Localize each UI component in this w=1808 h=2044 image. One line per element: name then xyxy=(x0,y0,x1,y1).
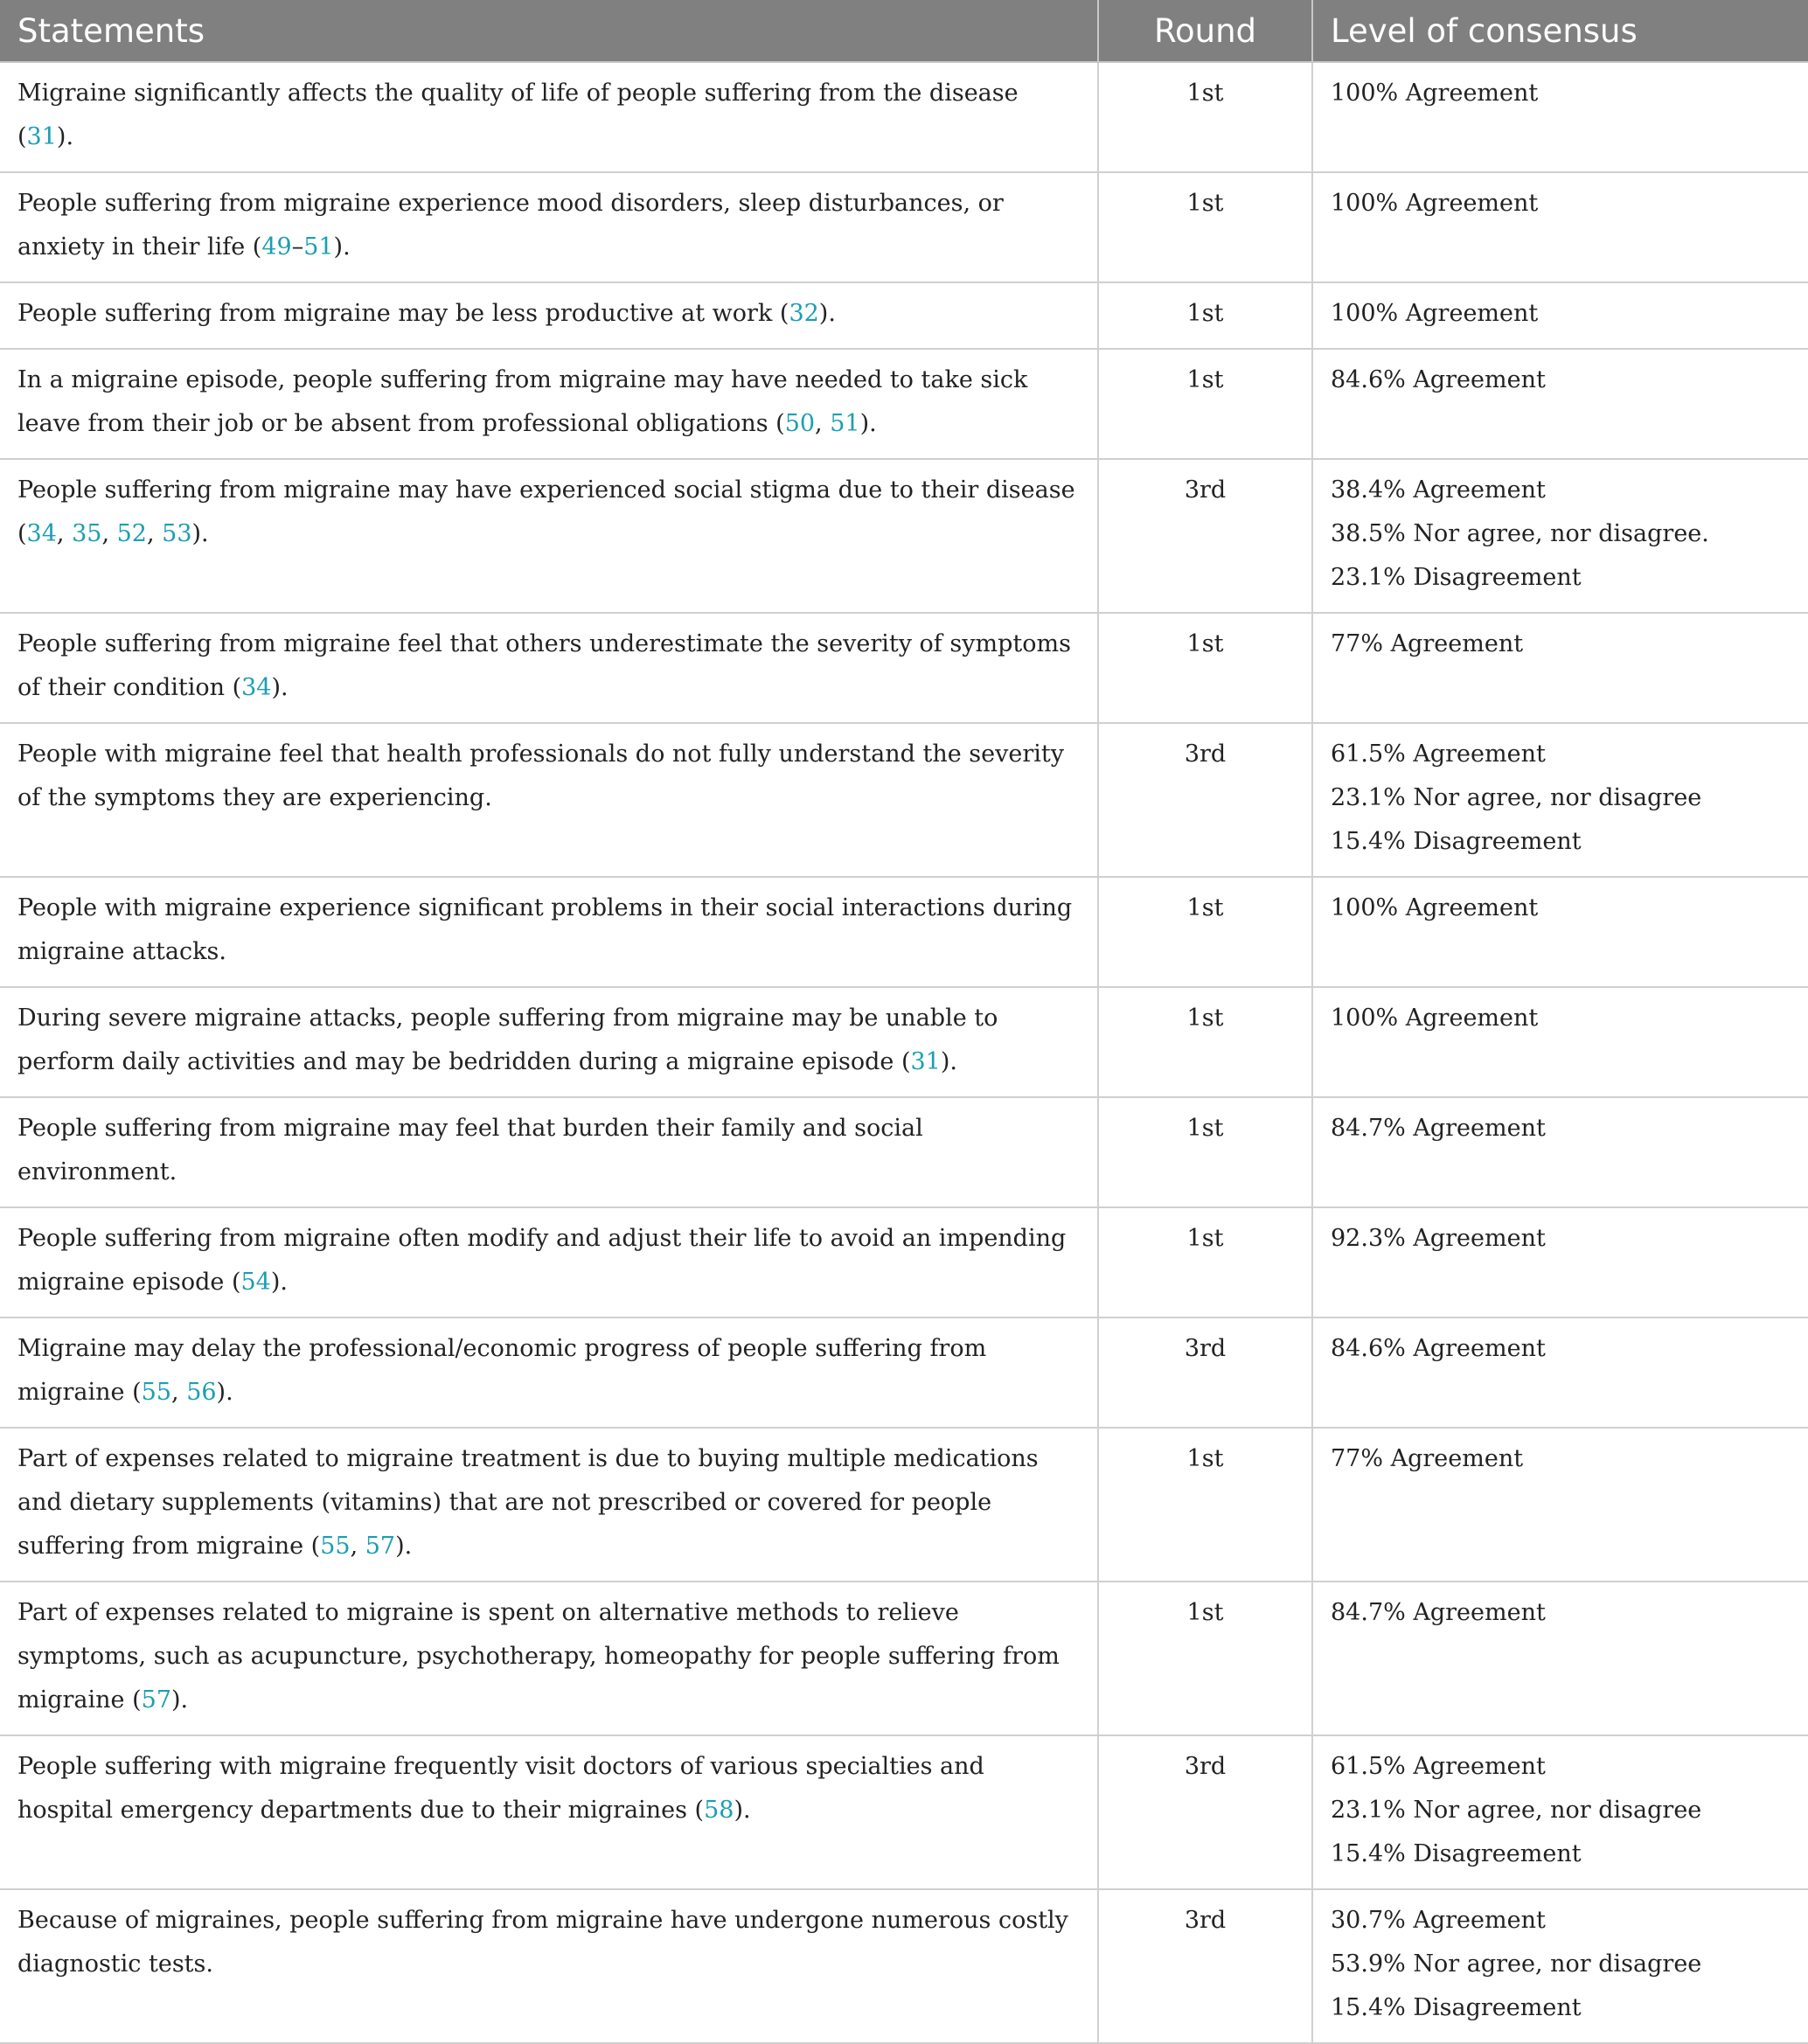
reference-link[interactable]: 31 xyxy=(910,1048,941,1075)
statement-text: , xyxy=(56,520,73,547)
reference-link[interactable]: 50 xyxy=(784,410,816,437)
table-row xyxy=(0,62,1808,172)
consensus-level: 38.4% Agreement xyxy=(1331,476,1546,504)
consensus-level: 61.5% Agreement xyxy=(1331,1753,1546,1780)
statement-text: ). xyxy=(859,410,877,437)
header-round: Round xyxy=(1098,0,1312,62)
table-row xyxy=(0,282,1808,349)
reference-link[interactable]: 53 xyxy=(162,520,192,547)
consensus-level: 100% Agreement xyxy=(1331,1005,1539,1032)
statement-text: ). xyxy=(56,123,74,150)
level-cell xyxy=(1312,1097,1808,1207)
reference-link[interactable]: 32 xyxy=(789,300,819,327)
table-row xyxy=(0,613,1808,723)
statement-cell xyxy=(0,349,1098,459)
table-row xyxy=(0,1735,1808,1889)
reference-link[interactable]: 58 xyxy=(704,1797,734,1824)
consensus-level: 38.5% Nor agree, nor disagree. xyxy=(1331,520,1709,547)
statement-cell xyxy=(0,987,1098,1097)
statement-cell xyxy=(0,1317,1098,1428)
reference-link[interactable]: 52 xyxy=(116,520,147,547)
table-row xyxy=(0,1428,1808,1582)
consensus-level: 61.5% Agreement xyxy=(1331,740,1546,768)
statement-cell xyxy=(0,1582,1098,1735)
statement-text: – xyxy=(291,233,304,261)
consensus-level: 84.7% Agreement xyxy=(1331,1115,1546,1142)
consensus-level: 84.6% Agreement xyxy=(1331,1335,1546,1362)
header-level-of-consensus: Level of consensus xyxy=(1312,0,1808,62)
consensus-level: 23.1% Disagreement xyxy=(1331,564,1582,591)
statement-text: ). xyxy=(940,1048,957,1075)
round-cell: 3rd xyxy=(1098,1735,1312,1889)
round-cell: 1st xyxy=(1098,1097,1312,1207)
reference-link[interactable]: 54 xyxy=(240,1269,271,1296)
statement-cell xyxy=(0,877,1098,987)
statement-text: During severe migraine attacks, people suffering from migraine may be unable to perform daily activities and may be bedridden during a migraine episode ( xyxy=(17,1005,998,1075)
round-cell: 3rd xyxy=(1098,723,1312,877)
level-cell xyxy=(1312,877,1808,987)
table-row xyxy=(0,1097,1808,1207)
statement-text: People suffering from migraine feel that others underestimate the severity of symptoms of their condition ( xyxy=(17,630,1071,701)
round-cell: 1st xyxy=(1098,172,1312,282)
level-cell xyxy=(1312,349,1808,459)
statement-text: People with migraine feel that health professionals do not fully understand the severity of the symptoms they are experiencing. xyxy=(17,740,1064,811)
consensus-level: 100% Agreement xyxy=(1331,80,1539,107)
consensus-level: 15.4% Disagreement xyxy=(1331,1994,1582,2021)
level-cell xyxy=(1312,1735,1808,1889)
statement-cell xyxy=(0,1889,1098,2043)
table-row xyxy=(0,1582,1808,1735)
statement-text: In a migraine episode, people suffering from migraine may have needed to take sick leave from their job or be absent from professional obligations ( xyxy=(17,366,1028,437)
consensus-level: 100% Agreement xyxy=(1331,894,1539,921)
statement-text: People suffering with migraine frequently visit doctors of various specialties and hospital emergency departments due to their migraines ( xyxy=(17,1753,984,1824)
statement-cell xyxy=(0,1207,1098,1317)
level-cell xyxy=(1312,1317,1808,1428)
statement-text: Migraine significantly affects the quality of life of people suffering from the disease ( xyxy=(17,80,1019,150)
level-cell xyxy=(1312,172,1808,282)
reference-link[interactable]: 57 xyxy=(365,1533,396,1560)
consensus-level: 77% Agreement xyxy=(1331,1445,1524,1472)
consensus-level: 100% Agreement xyxy=(1331,190,1539,217)
table-row xyxy=(0,987,1808,1097)
reference-link[interactable]: 34 xyxy=(241,674,272,701)
statement-text: People suffering from migraine may feel that burden their family and social environment. xyxy=(17,1115,923,1185)
statement-text: ). xyxy=(270,1269,288,1296)
header-statements: Statements xyxy=(0,0,1098,62)
statement-text: ). xyxy=(333,233,351,261)
statement-text: People suffering from migraine may be less productive at work ( xyxy=(17,300,789,327)
statement-text: , xyxy=(146,520,163,547)
statement-text: , xyxy=(815,410,831,437)
table-row xyxy=(0,459,1808,613)
statement-text: , xyxy=(101,520,117,547)
statement-text: People suffering from migraine experience mood disorders, sleep disturbances, or anxiety in their life ( xyxy=(17,190,1004,261)
level-cell xyxy=(1312,459,1808,613)
statement-cell xyxy=(0,172,1098,282)
consensus-level: 53.9% Nor agree, nor disagree xyxy=(1331,1950,1702,1978)
statement-cell xyxy=(0,1428,1098,1582)
reference-link[interactable]: 55 xyxy=(141,1379,172,1406)
table-row xyxy=(0,1889,1808,2043)
consensus-level: 23.1% Nor agree, nor disagree xyxy=(1331,1797,1702,1824)
table-body xyxy=(0,62,1808,2043)
statement-cell xyxy=(0,459,1098,613)
reference-link[interactable]: 35 xyxy=(72,520,102,547)
statement-text: ). xyxy=(395,1533,413,1560)
statement-text: ). xyxy=(734,1797,751,1824)
statement-cell xyxy=(0,62,1098,172)
statement-text: Because of migraines, people suffering from migraine have undergone numerous costly diagnostic tests. xyxy=(17,1907,1068,1978)
level-cell xyxy=(1312,723,1808,877)
table-row xyxy=(0,723,1808,877)
consensus-level: 15.4% Disagreement xyxy=(1331,1840,1582,1867)
statement-text: People suffering from migraine may have experienced social stigma due to their disease ( xyxy=(17,476,1075,547)
table-row xyxy=(0,1317,1808,1428)
consensus-level: 100% Agreement xyxy=(1331,300,1539,327)
table-row xyxy=(0,349,1808,459)
reference-link[interactable]: 34 xyxy=(26,520,57,547)
round-cell: 3rd xyxy=(1098,1889,1312,2043)
statement-text: People suffering from migraine often modify and adjust their life to avoid an impending migraine episode ( xyxy=(17,1225,1067,1296)
reference-link[interactable]: 57 xyxy=(141,1686,172,1714)
round-cell: 1st xyxy=(1098,613,1312,723)
reference-link[interactable]: 56 xyxy=(186,1379,217,1406)
level-cell xyxy=(1312,1582,1808,1735)
round-cell: 1st xyxy=(1098,1207,1312,1317)
consensus-level: 30.7% Agreement xyxy=(1331,1907,1546,1934)
round-cell: 1st xyxy=(1098,987,1312,1097)
statement-text: Part of expenses related to migraine is spent on alternative methods to relieve symptoms, such as acupuncture, psychotherapy, homeopathy for people suffering from migraine ( xyxy=(17,1599,1060,1714)
round-cell: 1st xyxy=(1098,62,1312,172)
level-cell xyxy=(1312,1889,1808,2043)
reference-link[interactable]: 51 xyxy=(830,410,860,437)
statement-cell xyxy=(0,1735,1098,1889)
level-cell xyxy=(1312,1207,1808,1317)
consensus-level: 84.6% Agreement xyxy=(1331,366,1546,393)
consensus-level: 84.7% Agreement xyxy=(1331,1599,1546,1626)
round-cell: 3rd xyxy=(1098,1317,1312,1428)
statement-text: ). xyxy=(271,674,289,701)
table-row xyxy=(0,877,1808,987)
statement-cell xyxy=(0,613,1098,723)
reference-link[interactable]: 51 xyxy=(303,233,334,261)
round-cell: 1st xyxy=(1098,1428,1312,1582)
statement-text: People with migraine experience significant problems in their social interactions during migraine attacks. xyxy=(17,894,1073,965)
level-cell xyxy=(1312,62,1808,172)
round-cell: 1st xyxy=(1098,349,1312,459)
statement-cell xyxy=(0,723,1098,877)
round-cell: 1st xyxy=(1098,1582,1312,1735)
consensus-level: 77% Agreement xyxy=(1331,630,1524,657)
statement-cell xyxy=(0,1097,1098,1207)
statement-text: ). xyxy=(216,1379,233,1406)
reference-link[interactable]: 31 xyxy=(26,123,57,150)
table-row xyxy=(0,1207,1808,1317)
reference-link[interactable]: 55 xyxy=(320,1533,351,1560)
round-cell: 1st xyxy=(1098,282,1312,349)
statement-text: , xyxy=(171,1379,187,1406)
reference-link[interactable]: 49 xyxy=(261,233,292,261)
statement-text: ). xyxy=(191,520,209,547)
level-cell xyxy=(1312,282,1808,349)
consensus-level: 23.1% Nor agree, nor disagree xyxy=(1331,784,1702,811)
level-cell xyxy=(1312,1428,1808,1582)
consensus-level: 92.3% Agreement xyxy=(1331,1225,1546,1252)
round-cell: 3rd xyxy=(1098,459,1312,613)
statement-text: ). xyxy=(818,300,836,327)
statement-cell xyxy=(0,282,1098,349)
round-cell: 1st xyxy=(1098,877,1312,987)
level-cell xyxy=(1312,613,1808,723)
table-row xyxy=(0,172,1808,282)
header-row xyxy=(0,0,1808,62)
level-cell xyxy=(1312,987,1808,1097)
statement-text: Migraine may delay the professional/economic progress of people suffering from migraine ( xyxy=(17,1335,987,1406)
statement-text: Part of expenses related to migraine treatment is due to buying multiple medications and dietary supplements (vitamins) that are not prescribed or covered for people suffering from migraine ( xyxy=(17,1445,1039,1560)
consensus-level: 15.4% Disagreement xyxy=(1331,828,1582,855)
table-header xyxy=(0,0,1808,62)
statement-text: ). xyxy=(171,1686,189,1714)
statement-text: , xyxy=(350,1533,365,1560)
